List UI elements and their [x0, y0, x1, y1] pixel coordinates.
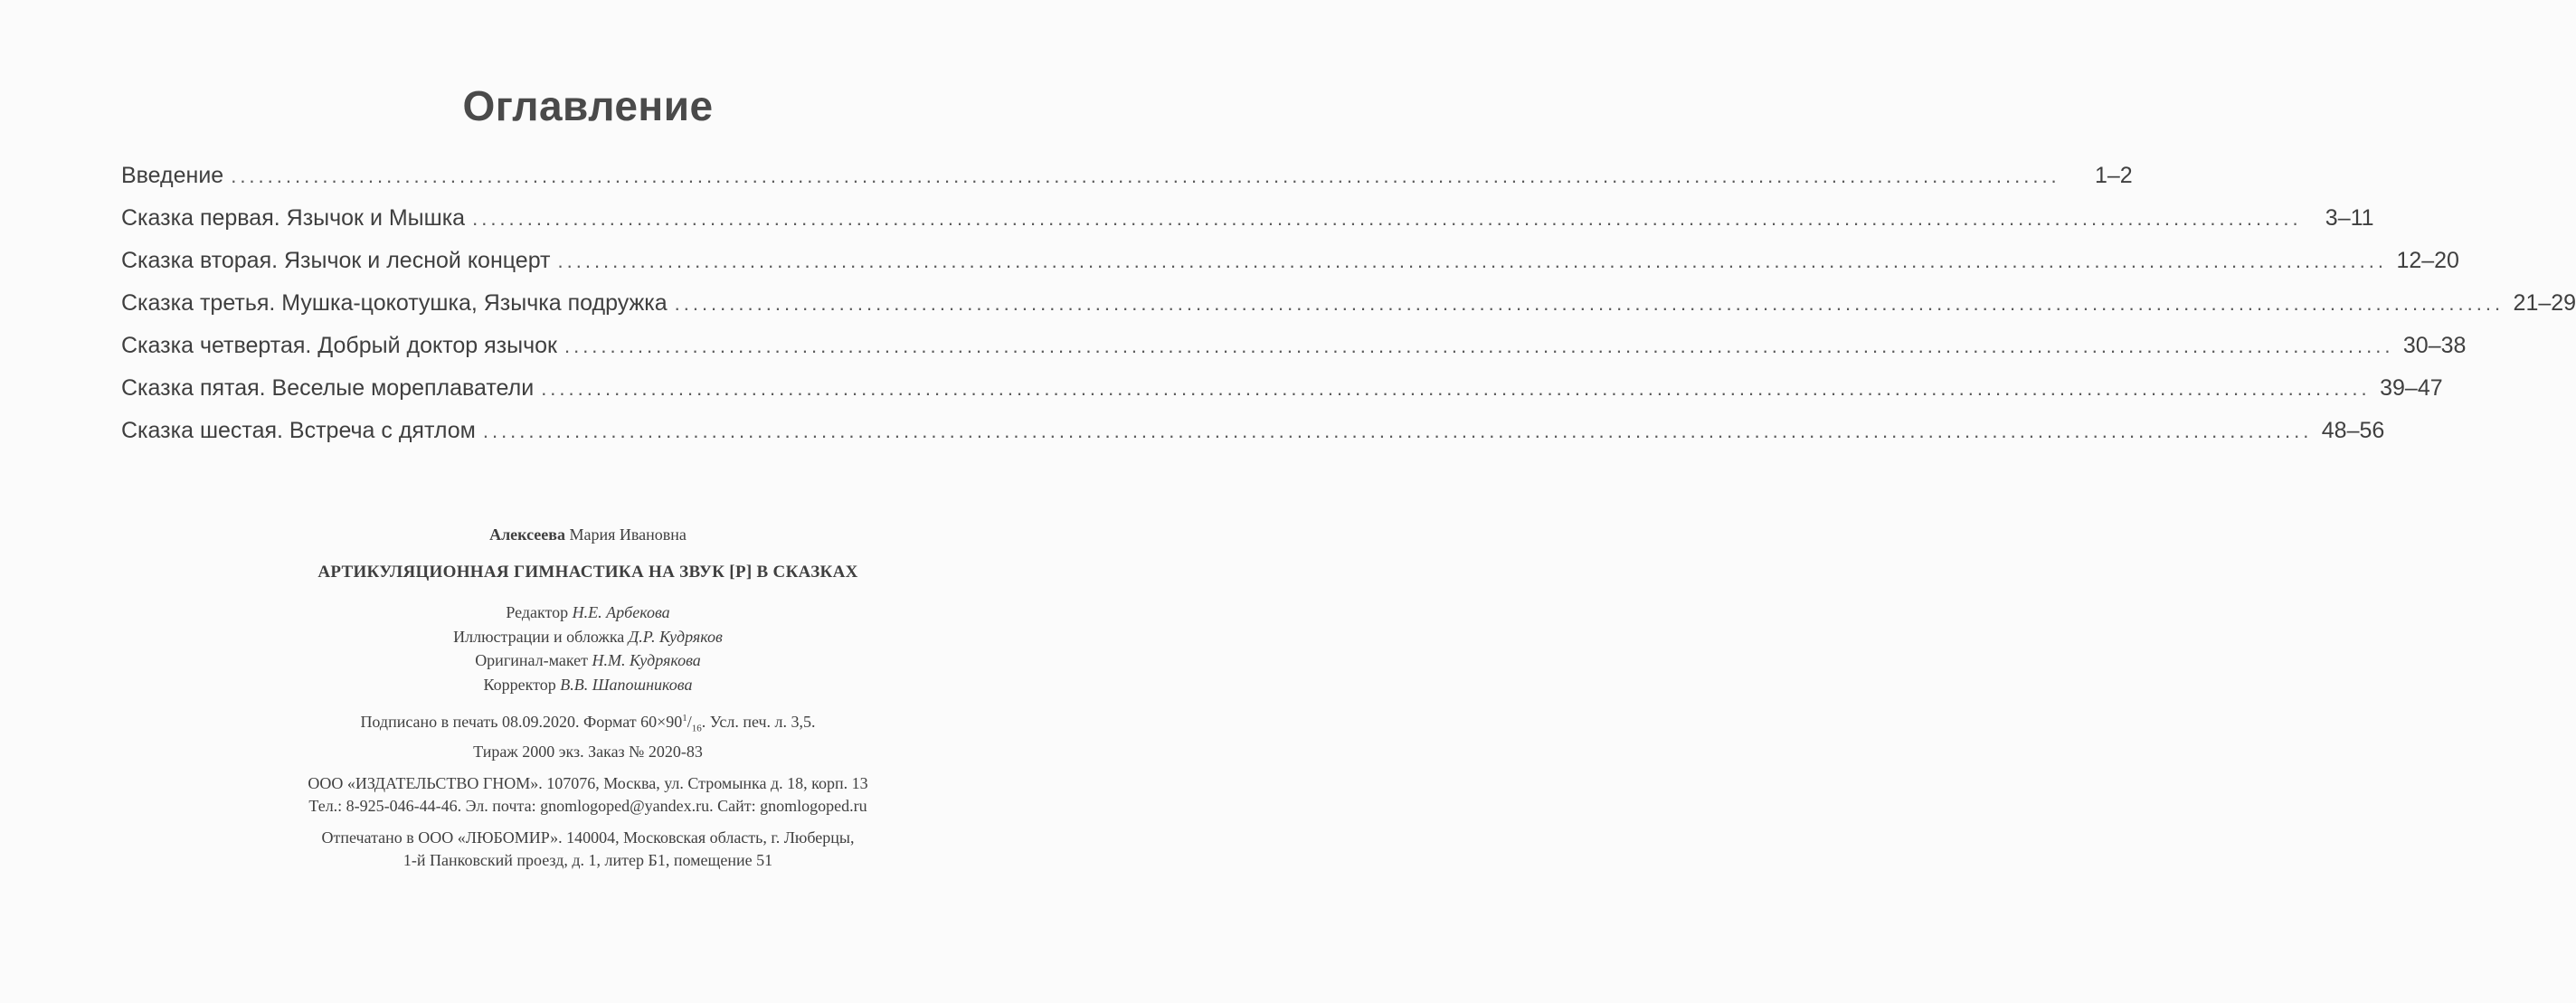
credit-role: Иллюстрации и обложка: [453, 627, 625, 646]
toc-entry-pages: 48–56: [2321, 418, 2385, 443]
publisher-contacts: Тел.: 8-925-046-44-46. Эл. почта: gnomlogoped@yandex.ru. Сайт: gnomlogoped.ru: [308, 796, 867, 815]
toc-entry: [121, 248, 2459, 290]
toc-entry-label: Сказка первая. Язычок и Мышка: [121, 205, 466, 231]
toc-entry-label: Сказка четвертая. Добрый доктор язычок: [121, 333, 557, 358]
toc-entry-label: Сказка пятая. Веселые мореплаватели: [121, 375, 535, 401]
toc-leader-dots: ........................................................................................................................................................................................................: [472, 207, 2302, 230]
printer-info: [226, 827, 950, 872]
toc-leader-dots: ........................................................................................................................................................................................................: [541, 377, 2371, 400]
publisher-address: ООО «ИЗДАТЕЛЬСТВО ГНОМ». 107076, Москва, ул. Стромынка д. 18, корп. 13: [308, 773, 868, 792]
credit-line: [226, 625, 950, 649]
toc-entry-pages: 1–2: [2094, 163, 2133, 188]
print-run-line: Тираж 2000 экз. Заказ № 2020-83: [473, 742, 703, 761]
credits: [226, 601, 950, 696]
credit-line: [226, 673, 950, 697]
toc-title: Оглавление: [462, 82, 714, 129]
credit-role: Корректор: [483, 675, 556, 694]
book-title: АРТИКУЛЯЦИОННАЯ ГИМНАСТИКА НА ЗВУК [Р] В СКАЗКАХ: [317, 563, 858, 582]
format-denominator: 16: [691, 723, 702, 734]
print-info: [226, 707, 950, 763]
toc-entry-pages: 3–11: [2325, 205, 2374, 231]
table-of-contents: [121, 163, 2576, 460]
print-signed-format: Подписано в печать 08.09.2020. Формат 60×90: [360, 713, 683, 731]
imprint: [226, 523, 950, 881]
toc-entry-label: Сказка третья. Мушка-цокотушка, Язычка подружка: [121, 290, 668, 316]
toc-entry-label: Сказка шестая. Встреча с дятлом: [121, 418, 476, 443]
credit-line: [226, 648, 950, 673]
print-sheets: . Усл. печ. л. 3,5.: [701, 713, 816, 731]
toc-leader-dots: ........................................................................................................................................................................................................: [674, 292, 2505, 315]
credit-person: В.В. Шапошникова: [560, 675, 693, 694]
toc-entry-label: Сказка вторая. Язычок и лесной концерт: [121, 248, 551, 273]
credit-person: Н.М. Кудрякова: [592, 651, 701, 669]
format-numerator: 1: [682, 713, 687, 724]
credit-role: Оригинал-макет: [475, 651, 589, 669]
toc-entry: [121, 205, 2374, 248]
printer-address-1: Отпечатано в ООО «ЛЮБОМИР». 140004, Московская область, г. Люберцы,: [321, 828, 855, 847]
credit-person: Д.Р. Кудряков: [628, 627, 723, 646]
toc-leader-dots: ........................................................................................................................................................................................................: [557, 250, 2387, 272]
toc-entry: [121, 163, 2133, 205]
printer-address-2: 1-й Панковский проезд, д. 1, литер Б1, помещение 51: [402, 850, 773, 869]
author-surname: Алексеева: [489, 525, 565, 544]
credit-line: [226, 601, 950, 625]
publisher-info: [226, 772, 950, 818]
toc-entry-pages: 12–20: [2396, 248, 2459, 273]
toc-entry-pages: 30–38: [2402, 333, 2467, 358]
author-name: Мария Ивановна: [569, 525, 687, 544]
toc-entry: [121, 333, 2467, 375]
print-info-line: Подписано в печать 08.09.2020. Формат $60\times 90^1/_{16}$. Усл. печ. л. 3,5.: [360, 713, 816, 734]
toc-entry-pages: 21–29: [2513, 290, 2576, 316]
credit-person: Н.Е. Арбекова: [572, 603, 670, 621]
toc-entry: [121, 418, 2385, 460]
author: [226, 523, 950, 547]
toc-entry: [121, 290, 2576, 333]
toc-leader-dots: ........................................................................................................................................................................................................: [564, 335, 2394, 357]
toc-leader-dots: ........................................................................................................................................................................................................: [231, 165, 2060, 187]
toc-entry-pages: 39–47: [2380, 375, 2443, 401]
toc-entry-label: Введение: [121, 163, 224, 188]
credit-role: Редактор: [506, 603, 569, 621]
toc-entry: [121, 375, 2443, 418]
toc-leader-dots: ........................................................................................................................................................................................................: [482, 420, 2313, 442]
